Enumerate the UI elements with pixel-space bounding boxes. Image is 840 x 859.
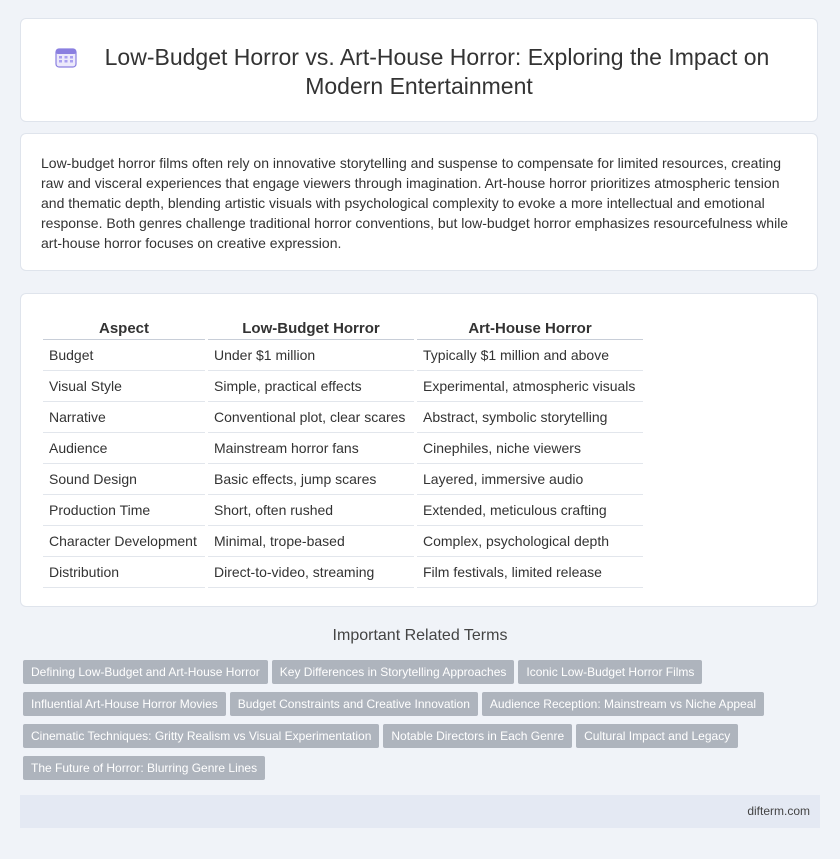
page-title-line-1: Low-Budget Horror vs. Art-House Horror: Exploring the Impact on (104, 44, 770, 70)
footer (20, 795, 820, 828)
related-term-tag[interactable]: Budget Constraints and Creative Innovation (230, 692, 478, 716)
table-cell: Extended, meticulous crafting (416, 495, 644, 526)
table-cell: Visual Style (43, 371, 207, 402)
table-cell: Basic effects, jump scares (207, 464, 416, 495)
table-cell: Production Time (43, 495, 207, 526)
related-terms-heading: Important Related Terms (332, 627, 508, 644)
table-row (43, 495, 643, 526)
table-row (43, 526, 643, 557)
related-terms-list (23, 660, 813, 788)
table-cell: Mainstream horror fans (207, 433, 416, 464)
table-cell: Film festivals, limited release (416, 557, 644, 588)
footer-site-link[interactable]: difterm.com (747, 804, 810, 818)
table-cell: Typically $1 million and above (416, 340, 644, 371)
table-cell: Direct-to-video, streaming (207, 557, 416, 588)
table-cell: Audience (43, 433, 207, 464)
table-cell: Experimental, atmospheric visuals (416, 371, 644, 402)
table-cell: Character Development (43, 526, 207, 557)
table-row (43, 371, 643, 402)
table-cell: Sound Design (43, 464, 207, 495)
table-cell: Conventional plot, clear scares (207, 402, 416, 433)
comparison-card (20, 293, 818, 607)
table-row (43, 433, 643, 464)
table-cell: Cinephiles, niche viewers (416, 433, 644, 464)
header-art-house: Art-House Horror (416, 315, 644, 340)
table-row (43, 557, 643, 588)
intro-card (20, 133, 818, 271)
table-cell: Budget (43, 340, 207, 371)
table-cell: Layered, immersive audio (416, 464, 644, 495)
table-row (43, 464, 643, 495)
related-term-tag[interactable]: Cinematic Techniques: Gritty Realism vs Visual Experimentation (23, 724, 379, 748)
intro-text: Low-budget horror films often rely on innovative storytelling and suspense to compensate for limited resources, creating raw and visceral experiences that engage viewers through imagination. Art-house horror prioritizes atmospheric tension and thematic depth, blending artistic visuals with psychological complexity to evoke a more intellectual and emotional response. Both genres challenge traditional horror conventions, but low-budget horror emphasizes resourcefulness while art-house horror focuses on creative expression. (41, 155, 789, 251)
table-cell: Abstract, symbolic storytelling (416, 402, 644, 433)
table-cell: Complex, psychological depth (416, 526, 644, 557)
related-term-tag[interactable]: Iconic Low-Budget Horror Films (518, 660, 702, 684)
header-aspect: Aspect (43, 315, 207, 340)
related-term-tag[interactable]: Cultural Impact and Legacy (576, 724, 738, 748)
table-cell: Distribution (43, 557, 207, 588)
table-cell: Under $1 million (207, 340, 416, 371)
related-term-tag[interactable]: Audience Reception: Mainstream vs Niche Appeal (482, 692, 764, 716)
table-row (43, 340, 643, 371)
related-term-tag[interactable]: Key Differences in Storytelling Approaches (272, 660, 515, 684)
table-cell: Simple, practical effects (207, 371, 416, 402)
related-term-tag[interactable]: Defining Low-Budget and Art-House Horror (23, 660, 268, 684)
table-header-row (43, 315, 643, 340)
page-title (21, 43, 817, 101)
table-cell: Minimal, trope-based (207, 526, 416, 557)
title-card (20, 18, 818, 122)
comparison-table (43, 315, 643, 588)
related-term-tag[interactable]: Notable Directors in Each Genre (383, 724, 572, 748)
table-cell: Short, often rushed (207, 495, 416, 526)
header-low-budget: Low-Budget Horror (207, 315, 416, 340)
related-term-tag[interactable]: Influential Art-House Horror Movies (23, 692, 226, 716)
table-row (43, 402, 643, 433)
page-title-line-2: Modern Entertainment (305, 73, 533, 99)
related-term-tag[interactable]: The Future of Horror: Blurring Genre Lines (23, 756, 265, 780)
table-cell: Narrative (43, 402, 207, 433)
